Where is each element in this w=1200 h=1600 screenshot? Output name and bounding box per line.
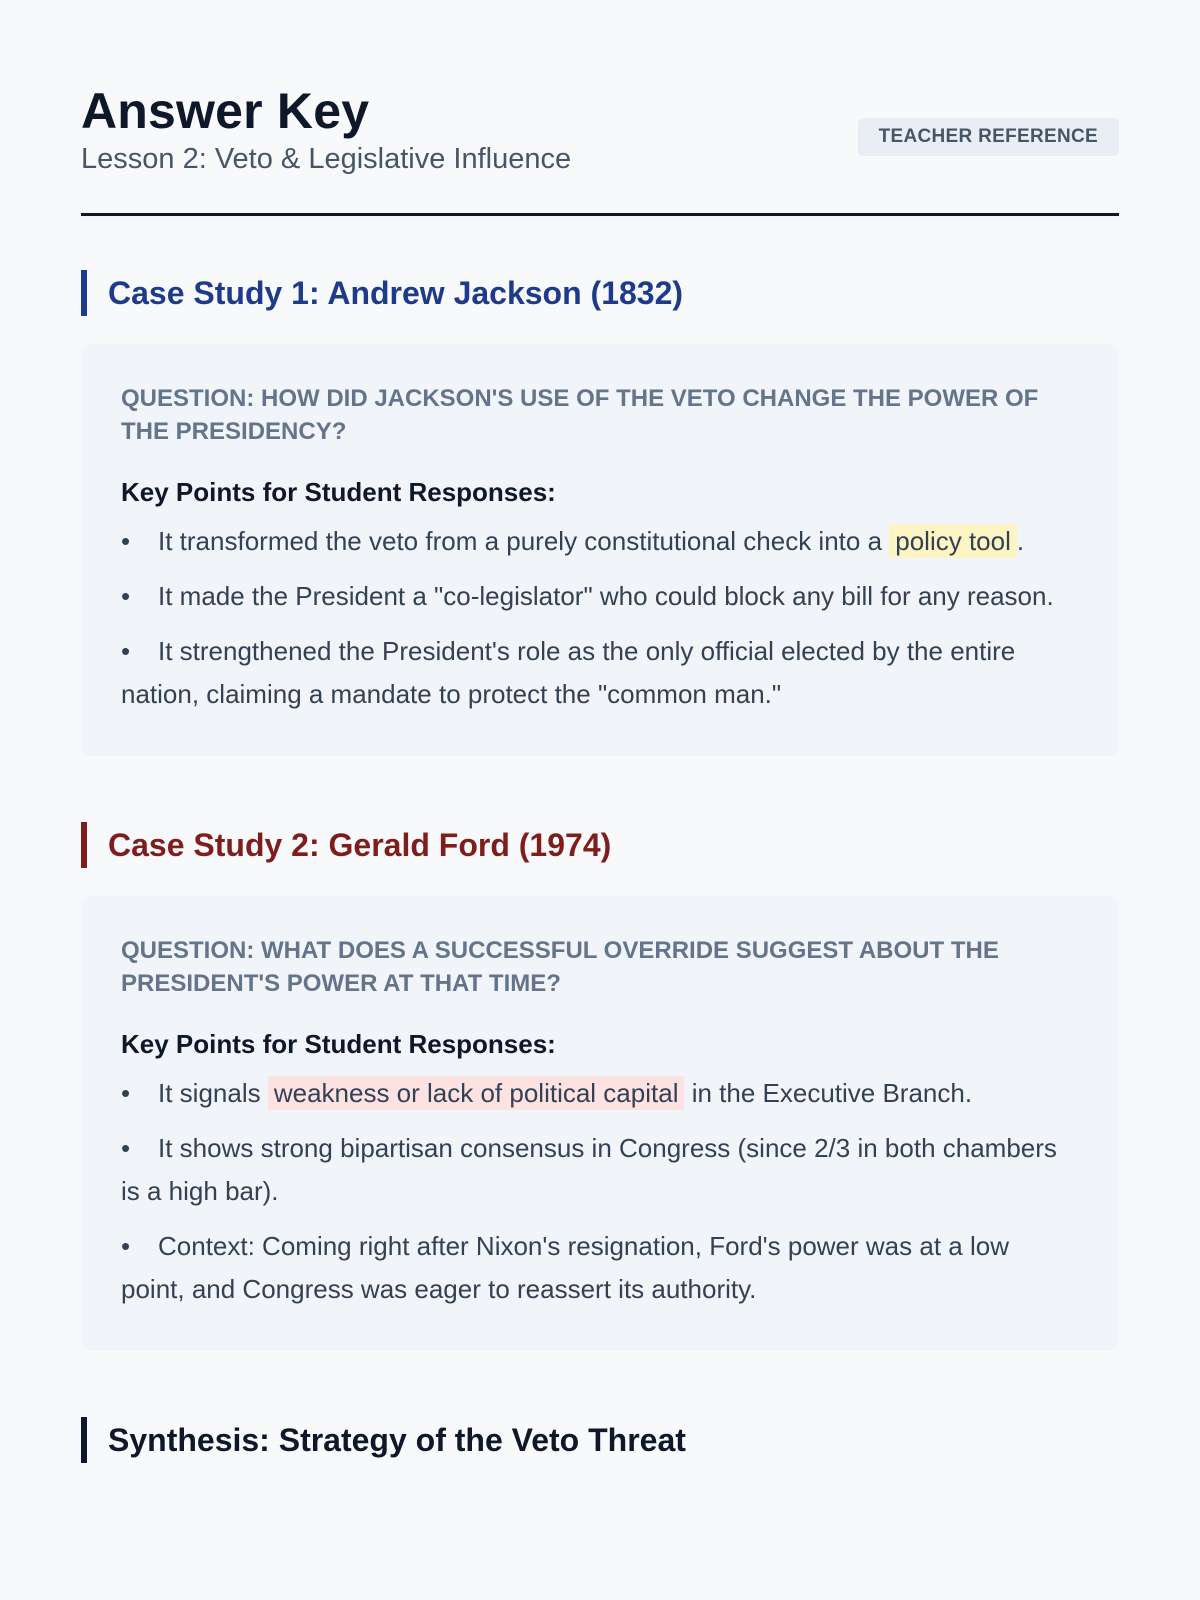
synthesis-section — [81, 1417, 1119, 1463]
point-text: It made the President a "co-legislator" who could block any bill for any reason. — [158, 581, 1054, 611]
synthesis-heading: Synthesis: Strategy of the Veto Threat — [81, 1417, 1119, 1463]
list-item — [121, 575, 1079, 618]
highlighted-term: weakness or lack of political capital — [268, 1076, 685, 1110]
answer-card — [81, 344, 1119, 756]
point-text-start: It signals — [158, 1078, 268, 1108]
point-text: It shows strong bipartisan consensus in Congress (since 2/3 in both chambers is a high bar). — [121, 1133, 1057, 1206]
lesson-subtitle: Lesson 2: Veto & Legislative Influence — [81, 143, 572, 175]
case-study-jackson — [81, 270, 1119, 756]
bullet-icon: • — [121, 1078, 131, 1108]
question-prompt: QUESTION: WHAT DOES A SUCCESSFUL OVERRIDE SUGGEST ABOUT THE PRESIDENT'S POWER AT THAT TIME? — [121, 937, 999, 997]
case-study-heading: Case Study 2: Gerald Ford (1974) — [81, 822, 1119, 868]
document-header — [81, 80, 1119, 216]
bullet-icon: • — [121, 636, 131, 666]
question-prompt: QUESTION: HOW DID JACKSON'S USE OF THE VETO CHANGE THE POWER OF THE PRESIDENCY? — [121, 385, 1039, 445]
list-item — [121, 1127, 1079, 1213]
point-text: Context: Coming right after Nixon's resignation, Ford's power was at a low point, and Congress was eager to reassert its authority. — [121, 1231, 1009, 1304]
list-item — [121, 520, 1079, 563]
key-points-list — [121, 1072, 1079, 1311]
point-text-end: in the Executive Branch. — [684, 1078, 973, 1108]
list-item — [121, 1225, 1079, 1311]
bullet-icon: • — [121, 526, 131, 556]
key-points-heading: Key Points for Student Responses: — [121, 1029, 556, 1059]
list-item — [121, 1072, 1079, 1115]
case-study-ford — [81, 822, 1119, 1351]
bullet-icon: • — [121, 581, 131, 611]
highlighted-term: policy tool — [889, 524, 1017, 558]
point-text-end: . — [1016, 526, 1025, 556]
case-study-heading: Case Study 1: Andrew Jackson (1832) — [81, 270, 1119, 316]
answer-card — [81, 896, 1119, 1351]
teacher-reference-badge: TEACHER REFERENCE — [858, 118, 1119, 156]
list-item — [121, 630, 1079, 716]
key-points-heading: Key Points for Student Responses: — [121, 477, 556, 507]
page-title: Answer Key — [81, 83, 370, 139]
bullet-icon: • — [121, 1231, 131, 1261]
bullet-icon: • — [121, 1133, 131, 1163]
point-text-start: It transformed the veto from a purely constitutional check into a — [158, 526, 890, 556]
point-text: It strengthened the President's role as the only official elected by the entire nation, claiming a mandate to protect the "common man." — [121, 636, 1016, 709]
key-points-list — [121, 520, 1079, 716]
